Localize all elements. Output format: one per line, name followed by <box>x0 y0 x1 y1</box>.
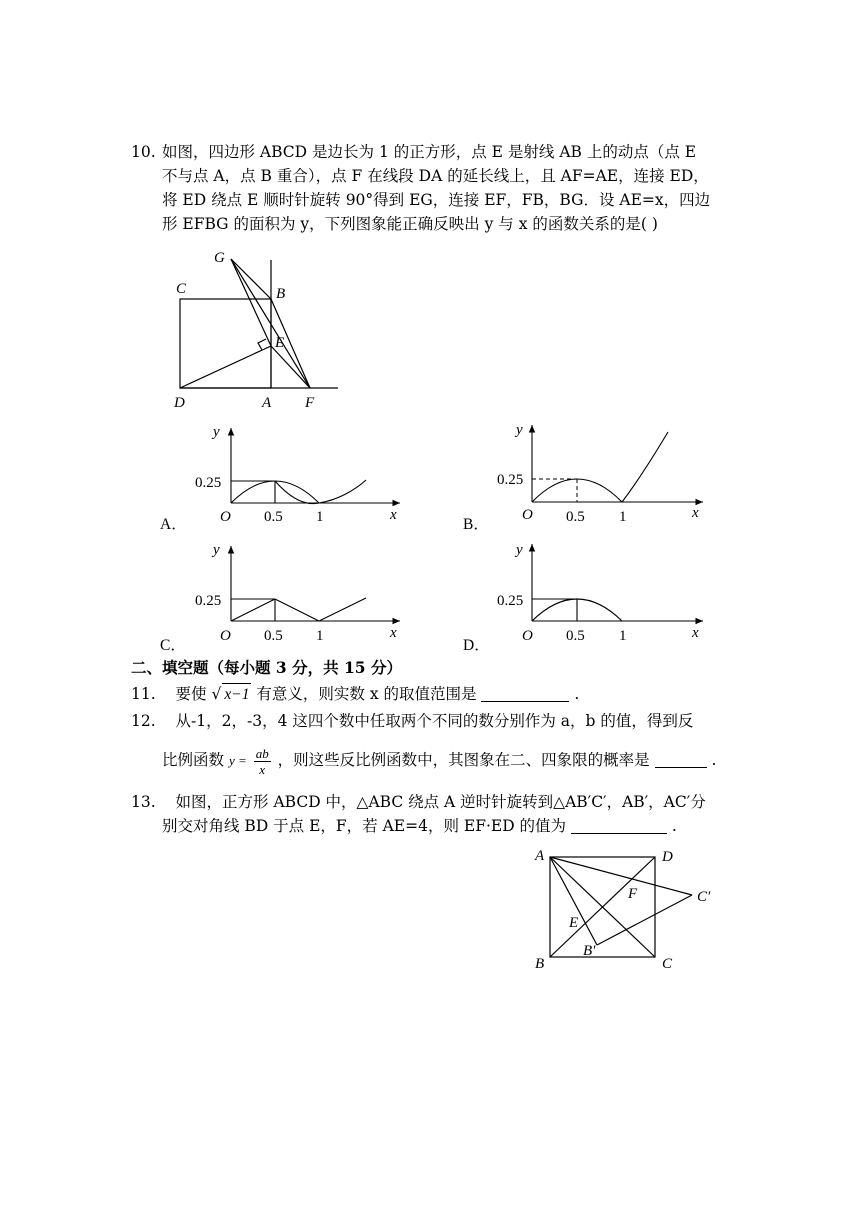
q12-line2-after: ，则这些反比例函数中，其图象在二、四象限的概率是 <box>277 751 650 769</box>
option-b-label: B． <box>463 516 489 533</box>
label-b: B <box>276 286 286 302</box>
label-c: C <box>176 281 187 297</box>
q12-end: . <box>711 751 717 769</box>
svg-text:O: O <box>220 509 231 525</box>
label-c13: C <box>662 956 673 972</box>
q12-number: 12. <box>131 712 156 730</box>
q10-line4: 形 EFBG 的面积为 y，下列图象能正确反映出 y 与 x 的函数关系的是( ) <box>162 215 658 233</box>
q11-before: 要使 <box>175 685 207 703</box>
label-e: E <box>275 335 285 351</box>
q13-number: 13. <box>131 793 156 811</box>
q10-line3: 将 ED 绕点 E 顺时针旋转 90°得到 EG，连接 EF，FB，BG．设 AE=x，四边 <box>162 191 711 209</box>
q13-line1: 如图，正方形 ABCD 中，△ABC 绕点 A 逆时针旋转到△AB′C′，AB′，AC′分 <box>175 793 706 811</box>
label-e13: E <box>569 915 579 931</box>
segment-ab-prime <box>550 857 597 945</box>
q12-frac-den: x <box>259 761 266 777</box>
q10-line1: 如图，四边形 ABCD 是边长为 1 的正方形，点 E 是射线 AB 上的动点（点 E <box>162 143 697 161</box>
label-f: F <box>305 395 315 411</box>
q10-number: 10. <box>131 143 156 161</box>
svg-text:1: 1 <box>316 509 324 525</box>
svg-text:x: x <box>692 505 699 521</box>
svg-text:y: y <box>213 542 220 558</box>
q11-end: . <box>574 685 580 703</box>
svg-text:x: x <box>692 625 699 641</box>
svg-text:O: O <box>522 628 533 644</box>
svg-text:0.25: 0.25 <box>497 593 524 609</box>
svg-text:0.25: 0.25 <box>195 475 222 491</box>
label-d: D <box>174 395 185 411</box>
svg-text:y: y <box>516 542 523 558</box>
label-g: G <box>214 250 225 266</box>
svg-text:0.25: 0.25 <box>497 472 524 488</box>
svg-text:y: y <box>213 424 220 440</box>
q11-number: 11. <box>131 685 156 703</box>
option-a-label: A． <box>160 516 187 533</box>
section-title: 二、填空题（每小题 3 分，共 15 分） <box>131 658 402 677</box>
svg-text:0.5: 0.5 <box>264 628 283 644</box>
svg-text:y: y <box>516 422 523 438</box>
label-b13: B <box>535 956 545 972</box>
svg-text:0.5: 0.5 <box>264 509 283 525</box>
svg-text:1: 1 <box>619 628 627 644</box>
label-a: A <box>262 395 272 411</box>
q11-radicand: x−1 <box>222 683 251 706</box>
label-a13: A <box>535 848 545 864</box>
q12-yeq: y = <box>228 753 247 768</box>
label-cprime: C′ <box>697 889 711 905</box>
svg-text:0.5: 0.5 <box>566 509 585 525</box>
svg-text:1: 1 <box>316 628 324 644</box>
svg-text:1: 1 <box>619 509 627 525</box>
q12-line2-before: 比例函数 <box>162 751 225 769</box>
segment-bc-prime <box>597 895 692 945</box>
svg-text:O: O <box>220 628 231 644</box>
option-c-label: C． <box>160 637 186 654</box>
q13-line2: 别交对角线 BD 于点 E，F，若 AE=4，则 EF·ED 的值为 <box>162 817 567 835</box>
q12-frac-num: ab <box>255 745 269 761</box>
label-f13: F <box>628 886 638 902</box>
svg-text:0.25: 0.25 <box>195 593 222 609</box>
label-d13: D <box>662 849 673 865</box>
sqrt-sign: √ <box>211 685 222 703</box>
svg-text:x: x <box>390 625 397 641</box>
q11-after: 有意义，则实数 x 的取值范围是 <box>256 685 477 703</box>
svg-text:O: O <box>522 507 533 523</box>
q13-end: . <box>671 817 677 835</box>
svg-text:0.5: 0.5 <box>566 628 585 644</box>
option-d-label: D． <box>463 637 490 654</box>
svg-text:x: x <box>390 507 397 523</box>
q12-line1: 从-1，2，-3，4 这四个数中任取两个不同的数分别作为 a，b 的值，得到反 <box>175 712 694 730</box>
label-bprime: B′ <box>583 943 596 959</box>
q10-line2: 不与点 A，点 B 重合），点 F 在线段 DA 的延长线上，且 AF=AE，连接 ED， <box>162 167 709 185</box>
